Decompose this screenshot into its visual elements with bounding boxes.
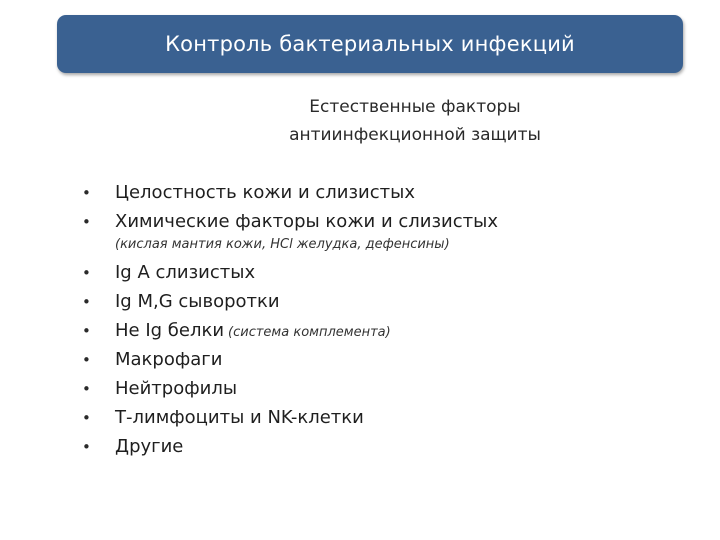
list-item-text: Т-лимфоциты и NK-клетки [115, 407, 364, 428]
list-item [82, 258, 498, 287]
list-item [82, 178, 498, 207]
bullet-icon: • [82, 293, 91, 311]
bullet-icon: • [82, 351, 91, 369]
title-banner [57, 15, 683, 73]
bullet-icon: • [82, 438, 91, 456]
list-item-text: Ig A слизистых [115, 262, 256, 283]
list-item-text: Химические факторы кожи и слизистых [115, 211, 498, 232]
bullet-icon: • [82, 380, 91, 398]
list-item-note: (кислая мантия кожи, НСl желудка, дефенсины) [115, 237, 450, 252]
list-item-text: Не Ig белки [115, 320, 225, 341]
bullet-icon: • [82, 213, 91, 231]
bullet-icon: • [82, 409, 91, 427]
list-item-text: Ig M,G сыворотки [115, 291, 280, 312]
list-item [82, 287, 498, 316]
bullet-icon: • [82, 322, 91, 340]
list-item [82, 345, 498, 374]
subtitle-line-2: антиинфекционной защиты [289, 125, 541, 145]
subtitle-line-1: Естественные факторы [309, 97, 521, 117]
list-item [82, 316, 498, 345]
list-item [82, 374, 498, 403]
bullet-list [82, 178, 498, 461]
list-item-text: Другие [115, 436, 184, 457]
list-item [82, 432, 498, 461]
subtitle [230, 93, 600, 149]
list-item-note: (система комплемента) [228, 325, 391, 340]
list-item-text: Нейтрофилы [115, 378, 238, 399]
list-item [82, 207, 498, 236]
list-item-text: Макрофаги [115, 349, 223, 370]
page-title: Контроль бактериальных инфекций [165, 32, 575, 56]
list-item-text: Целостность кожи и слизистых [115, 182, 415, 203]
bullet-icon: • [82, 264, 91, 282]
bullet-icon: • [82, 184, 91, 202]
list-item [82, 403, 498, 432]
